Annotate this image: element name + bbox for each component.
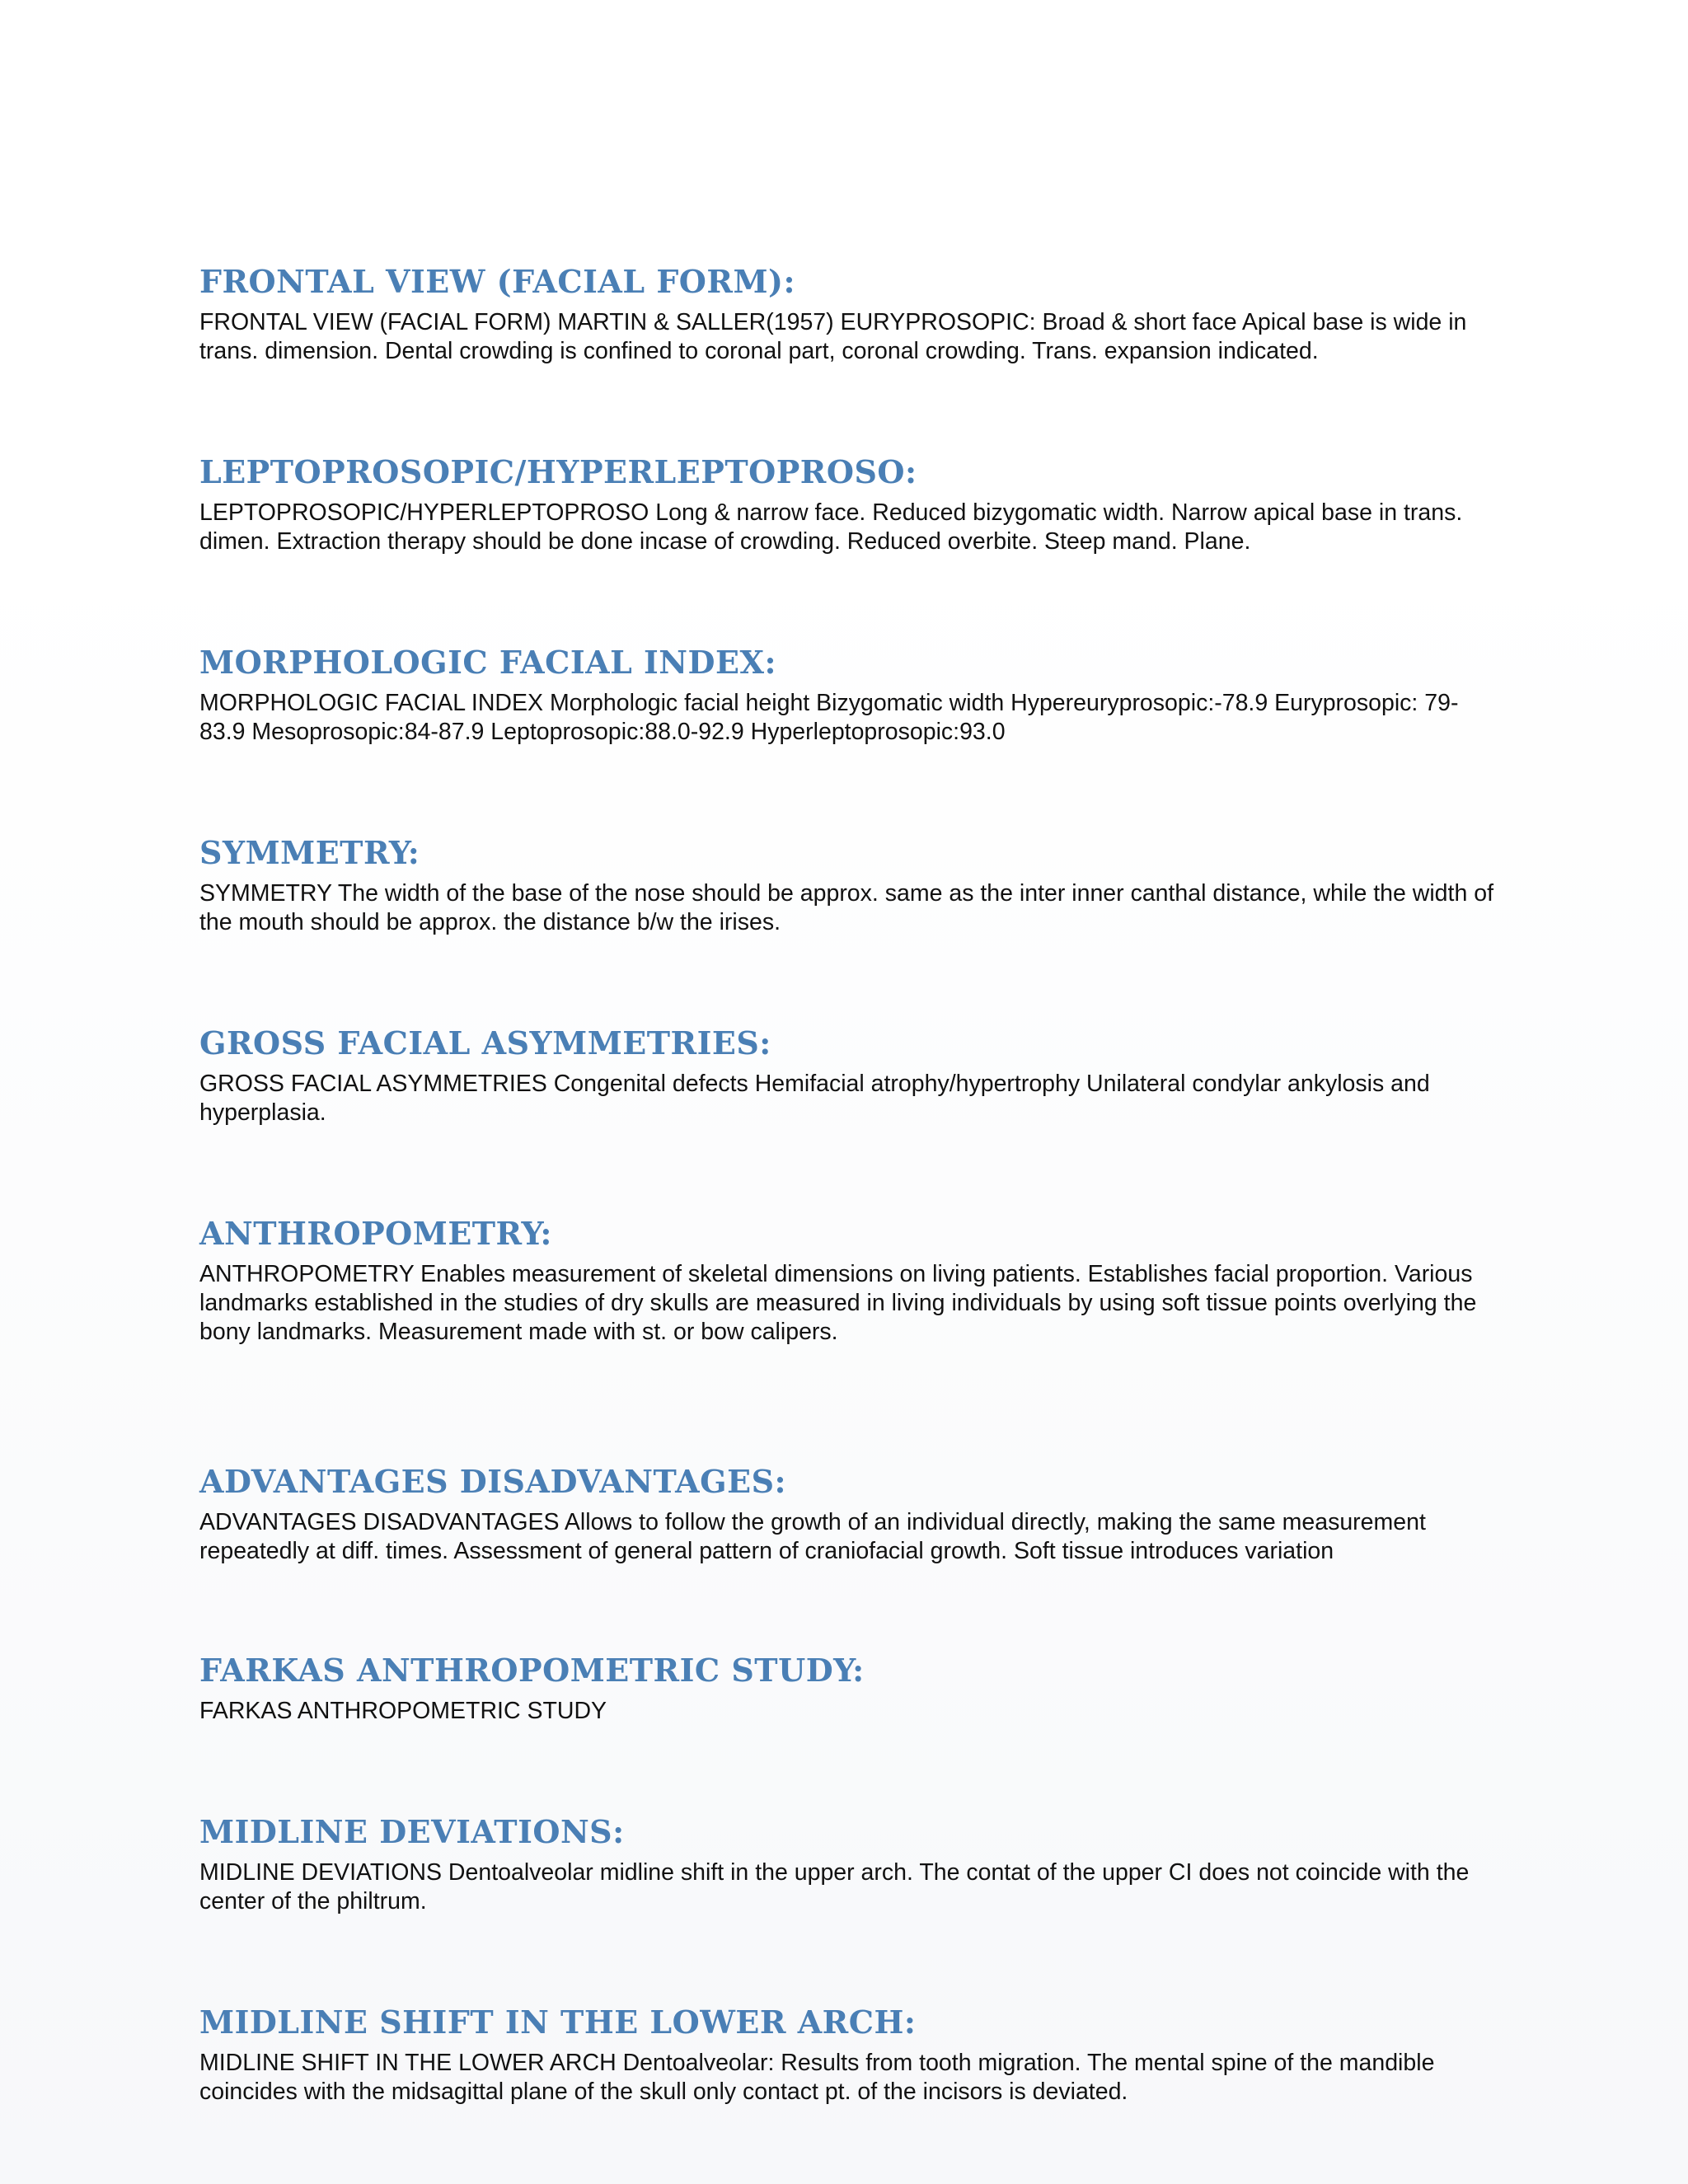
section-anthropometry (199, 1214, 1502, 1347)
section-heading: SYMMETRY: (199, 834, 420, 871)
document-content (199, 262, 1502, 2107)
section-body: SYMMETRY The width of the base of the nose should be approx. same as the inter inner canthal distance, while the width of the mouth should be approx. the distance b/w the irises. (199, 880, 1493, 935)
section-heading: ADVANTAGES DISADVANTAGES: (199, 1463, 787, 1500)
section-morphologic-facial-index (199, 643, 1502, 747)
section-advantages-disadvantages (199, 1462, 1502, 1566)
section-body: ANTHROPOMETRY Enables measurement of skeletal dimensions on living patients. Establishes facial proportion. Various landmarks established in the studies of dry skulls are measured in living individuals by using soft tissue points overlying the bony landmarks. Measurement made with st. or bow calipers. (199, 1261, 1477, 1345)
section-midline-deviations (199, 1812, 1502, 1916)
section-symmetry (199, 833, 1502, 937)
section-body: GROSS FACIAL ASYMMETRIES Congenital defects Hemifacial atrophy/hypertrophy Unilateral condylar ankylosis and hyperplasia. (199, 1071, 1430, 1126)
section-body: ADVANTAGES DISADVANTAGES Allows to follow the growth of an individual directly, making the same measurement repeatedly at diff. times. Assessment of general pattern of craniofacial growth. Soft tissue introduces variation (199, 1509, 1426, 1564)
section-heading: ANTHROPOMETRY: (199, 1215, 552, 1252)
section-farkas-study (199, 1651, 1502, 1726)
section-body: FARKAS ANTHROPOMETRIC STUDY (199, 1698, 607, 1724)
section-heading: MIDLINE SHIFT IN THE LOWER ARCH: (199, 2004, 917, 2041)
section-frontal-view (199, 262, 1502, 366)
section-body: LEPTOPROSOPIC/HYPERLEPTOPROSO Long & narrow face. Reduced bizygomatic width. Narrow apical base in trans. dimen. Extraction therapy should be done incase of crowding. Reduced overbite. Steep mand. Plane. (199, 499, 1463, 555)
section-leptoprosopic (199, 452, 1502, 556)
section-heading: MIDLINE DEVIATIONS: (199, 1813, 625, 1850)
section-heading: FARKAS ANTHROPOMETRIC STUDY: (199, 1652, 865, 1689)
section-gross-facial-asymmetries (199, 1024, 1502, 1127)
section-heading: MORPHOLOGIC FACIAL INDEX: (199, 644, 776, 681)
section-body: FRONTAL VIEW (FACIAL FORM) MARTIN & SALLER(1957) EURYPROSOPIC: Broad & short face Apical base is wide in trans. dimension. Dental crowding is confined to coronal part, coronal crowding. Trans. expansion indicated. (199, 309, 1467, 364)
section-heading: GROSS FACIAL ASYMMETRIES: (199, 1024, 771, 1062)
section-heading: FRONTAL VIEW (FACIAL FORM): (199, 263, 796, 300)
section-body: MIDLINE SHIFT IN THE LOWER ARCH Dentoalveolar: Results from tooth migration. The mental spine of the mandible coincides with the midsagittal plane of the skull only contact pt. of the incisors is deviated. (199, 2050, 1435, 2105)
section-midline-shift-lower-arch (199, 2003, 1502, 2107)
section-body: MIDLINE DEVIATIONS Dentoalveolar midline shift in the upper arch. The contat of the upper CI does not coincide with the center of the philtrum. (199, 1859, 1470, 1915)
section-body: MORPHOLOGIC FACIAL INDEX Morphologic facial height Bizygomatic width Hypereuryprosopic:-78.9 Euryprosopic: 79-83.9 Mesoprosopic:84-87.9 Leptoprosopic:88.0-92.9 Hyperleptoprosopic:93.0 (199, 690, 1459, 745)
section-heading: LEPTOPROSOPIC/HYPERLEPTOPROSO: (199, 453, 917, 490)
